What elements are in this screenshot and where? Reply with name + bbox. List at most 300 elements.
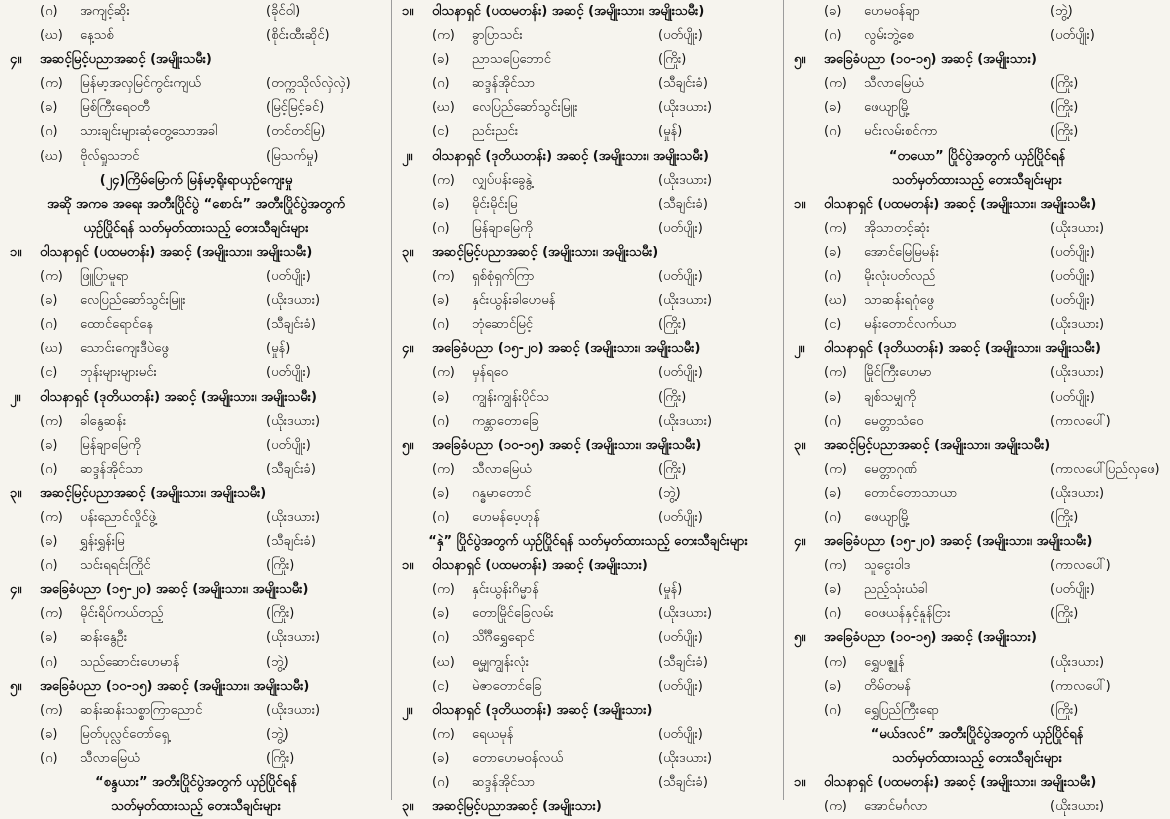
song-genre: (ပတ်ပျိုး) xyxy=(266,365,311,381)
song-genre: (ယိုးဒယား) xyxy=(658,172,713,188)
section-title: ဝါသနာရှင် (ပထမတန်း) အဆင့် (အမျိုးသား၊ အမျိုးသမီး) xyxy=(432,4,705,19)
item-index: (ခ) xyxy=(824,244,842,260)
item-index: (ဂ) xyxy=(432,76,450,92)
song-genre: (တင်တင်မြ) xyxy=(266,124,326,140)
competition-heading: သတ်မှတ်ထားသည့် တေးသီချင်းများ xyxy=(111,799,281,815)
item-index: (ဂ) xyxy=(432,317,450,333)
item-index: (င) xyxy=(40,365,58,381)
song-genre: (ပတ်ပျိုး) xyxy=(658,678,703,694)
song-title: အိုသာတင့်ဆုံး xyxy=(864,220,930,236)
section-title: အခြေခံပညာ (၁၅-၂၀) အဆင့် (အမျိုးသား၊ အမျိုးသမီး) xyxy=(824,534,1093,550)
item-index: (က) xyxy=(432,269,455,285)
section-heading xyxy=(0,675,392,699)
item-index: (င) xyxy=(432,678,450,694)
item-index: (က) xyxy=(432,582,455,598)
competition-heading: ယှဉ်ပြိုင်ရန် သတ်မှတ်ထားသည့် တေးသီချင်းများ xyxy=(83,220,309,236)
section-number: ၄။ xyxy=(794,534,806,550)
song-genre: (သီချင်းခံ) xyxy=(658,196,708,212)
section-number: ၅။ xyxy=(402,437,414,453)
song-genre: (သီချင်းခံ) xyxy=(266,461,316,477)
song-title: သောင်းကျေးဒီပဲဖွေ xyxy=(80,341,169,357)
song-genre: (သီချင်းခံ) xyxy=(658,654,708,670)
item-index: (က) xyxy=(432,28,455,44)
song-genre: (တက္ကသိုလ်လှဲလှဲ) xyxy=(266,76,351,92)
section-heading xyxy=(784,434,1170,458)
section-heading xyxy=(392,795,784,819)
song-title: မြတ်ပုလ္လင်တော်ရှေ့ xyxy=(80,726,169,742)
item-index: (ဂ) xyxy=(40,654,58,670)
song-title: တောင်တောသာယာ xyxy=(864,485,958,501)
song-title: မိုင်းရိပ်ကယ်တည့် xyxy=(80,606,164,622)
song-title: ဆဒ္ဒန်အိုင်သာ xyxy=(472,775,536,790)
item-index: (ခ) xyxy=(40,534,58,550)
song-title: ရှစ်စုံရှက်ကြာ xyxy=(472,269,535,285)
song-title: နှင်းယွန်းခါဟေမန် xyxy=(472,293,556,309)
song-genre: (ယိုးဒယား) xyxy=(1050,799,1105,815)
song-genre: (ကြိုး) xyxy=(1050,76,1079,92)
section-title: ဝါသနာရှင် (ပထမတန်း) အဆင့် (အမျိုးသား၊ အမျိုးသမီး) xyxy=(40,244,313,260)
song-item xyxy=(392,747,784,771)
song-title: လျှပ်ပန်းခွေနွဲ့ xyxy=(472,172,533,188)
song-genre: (ယိုးဒယား) xyxy=(658,606,713,622)
song-genre: (ပတ်ပျိုး) xyxy=(658,509,703,525)
item-index: (ခ) xyxy=(432,485,450,501)
item-index: (ခ) xyxy=(40,726,58,742)
item-index: (က) xyxy=(824,558,847,574)
song-item xyxy=(392,386,784,410)
song-title: ကန္တာတောခြေ xyxy=(472,413,539,429)
song-title: သာဆန်းရဂုံဖွေ xyxy=(864,293,934,309)
item-index: (ဂ) xyxy=(432,220,450,236)
item-index: (ဂ) xyxy=(40,124,58,140)
song-genre: (ယိုးဒယား) xyxy=(1050,220,1105,236)
item-index: (က) xyxy=(824,799,847,815)
song-genre: (ယိုးဒယား) xyxy=(266,702,321,718)
song-item xyxy=(392,96,784,120)
song-item xyxy=(784,72,1170,96)
song-genre: (ယိုးဒယား) xyxy=(266,509,321,525)
song-title: မဲဇာတောင်ခြေ xyxy=(472,678,542,694)
song-title: ရေယမုန် xyxy=(472,726,514,742)
item-index: (ဃ) xyxy=(432,654,455,670)
song-title: မြန်ချာမြေကို xyxy=(80,437,141,453)
song-genre: (ကာလပေါ်) xyxy=(1050,558,1111,574)
song-genre: (ယိုးဒယား) xyxy=(658,413,713,429)
song-genre: (သီချင်းခံ) xyxy=(266,317,316,333)
song-title: သိင်္ဂီရွှေရောင် xyxy=(472,630,535,646)
song-genre: (ကာလပေါ်ပြည်လှဖေ) xyxy=(1050,461,1160,477)
item-index: (ဂ) xyxy=(432,775,450,790)
item-index: (င) xyxy=(432,124,450,140)
song-item xyxy=(0,626,392,650)
song-genre: (ဘွဲ့) xyxy=(658,485,681,501)
competition-heading: အဆိုံ အကခ အရေး အတီးပြိုင်ပွဲ “စောင်း” အတီးပြိုင်ပွဲအတွက် xyxy=(47,196,345,212)
song-genre: (သီချင်းခံ) xyxy=(658,775,708,790)
song-genre: (ကြိုး) xyxy=(266,750,295,766)
item-index: (ခ) xyxy=(40,293,58,309)
song-item xyxy=(784,602,1170,626)
song-item xyxy=(784,482,1170,506)
song-title: ချစ်သမျှကို xyxy=(864,389,916,405)
song-title: ဖေယျာမြို့ xyxy=(864,100,911,116)
item-index: (င) xyxy=(824,317,842,333)
song-item xyxy=(392,289,784,313)
song-genre: (ကြိုး) xyxy=(658,52,687,68)
song-genre: (ဘွဲ့) xyxy=(1050,4,1073,19)
song-item xyxy=(0,72,392,96)
song-item xyxy=(784,265,1170,289)
item-index: (ဂ) xyxy=(432,413,450,429)
item-index: (ခ) xyxy=(432,606,450,622)
song-title: ဟေမဝန်ချာ xyxy=(864,4,920,19)
song-genre: (မှုန်) xyxy=(658,124,683,140)
song-genre: (ပတ်ပျိုး) xyxy=(1050,244,1095,260)
song-item xyxy=(392,723,784,747)
song-item xyxy=(784,217,1170,241)
song-item xyxy=(784,361,1170,385)
song-title: ကျွန်းကျွန်းပိုင်သ xyxy=(472,389,549,405)
song-title: သင်းရရင်းကြိုင် xyxy=(80,558,151,574)
item-index: (က) xyxy=(824,461,847,477)
competition-heading: “နှဲ” ပြိုင်ပွဲအတွက် ယှဉ်ပြိုင်ရန် သတ်မှတ်ထားသည့် တေးသီချင်းများ xyxy=(428,534,748,550)
section-title: အဆင့်မြင့်ပညာအဆင့် (အမျိုးသား၊ အမျိုးသမီး) xyxy=(824,437,1051,453)
song-item xyxy=(0,651,392,675)
song-genre: (ကြိုး) xyxy=(266,558,295,574)
song-item xyxy=(0,530,392,554)
song-title: မှန်ရဝေ xyxy=(472,365,508,381)
song-title: လွမ်းဘွဲ့စေ xyxy=(864,28,914,44)
song-genre: (ပတ်ပျိုး) xyxy=(266,437,311,453)
song-item xyxy=(0,747,392,771)
item-index: (ဃ) xyxy=(40,28,63,44)
section-number: ၃။ xyxy=(402,799,414,815)
item-index: (က) xyxy=(824,365,847,381)
song-item xyxy=(392,482,784,506)
section-title: အခြေခံပညာ (၁၅-၂၀) အဆင့် (အမျိုးသား၊ အမျိုးသမီး) xyxy=(40,582,309,598)
column-middle xyxy=(392,0,784,815)
song-title: မိုးလုံးပတ်လည် xyxy=(864,269,936,285)
song-title: လေပြည်ဆော်သွင်းမြူး xyxy=(472,100,578,116)
competition-heading: “တယော” ပြိုင်ပွဲအတွက် ယှဉ်ပြိုင်ရန် xyxy=(888,148,1066,164)
item-index: (ဂ) xyxy=(824,702,842,718)
song-title: ရွှေပဇ္ဈုန် xyxy=(864,654,905,670)
song-item xyxy=(0,313,392,337)
song-title: မြစ်ကြီးရေဝတီ xyxy=(80,100,150,116)
song-title: သီလာမြေယံ xyxy=(80,750,140,766)
song-item xyxy=(784,24,1170,48)
song-genre: (ပတ်ပျိုး) xyxy=(1050,582,1095,598)
section-heading xyxy=(392,434,784,458)
item-index: (က) xyxy=(432,365,455,381)
song-title: ဓမ္မျကျွန်းလုံး xyxy=(472,654,530,670)
song-genre: (ကြိုး) xyxy=(658,389,687,405)
song-item xyxy=(392,24,784,48)
section-heading xyxy=(392,0,784,24)
song-item xyxy=(784,458,1170,482)
item-index: (က) xyxy=(40,509,63,525)
song-item xyxy=(392,602,784,626)
item-index: (ခ) xyxy=(824,485,842,501)
song-item xyxy=(392,313,784,337)
section-heading xyxy=(0,482,392,506)
item-index: (ဂ) xyxy=(824,269,842,285)
song-genre: (ခိုင်ဝါ) xyxy=(266,4,301,19)
item-index: (ခ) xyxy=(824,4,842,19)
song-item xyxy=(784,120,1170,144)
song-item xyxy=(0,506,392,530)
song-item xyxy=(784,699,1170,723)
song-title: ညာသပြေဘောင် xyxy=(472,52,552,68)
section-number: ၄။ xyxy=(10,582,22,598)
song-genre: (ယိုးဒယား) xyxy=(1050,485,1105,501)
song-title: တောဟေမဝန်လယ် xyxy=(472,750,564,766)
item-index: (ဂ) xyxy=(824,606,842,622)
song-genre: (ယိုးဒယား) xyxy=(1050,317,1105,333)
song-item xyxy=(392,217,784,241)
section-number: ၁။ xyxy=(10,244,22,260)
item-index: (က) xyxy=(824,76,847,92)
song-title: မင်းလမ်းစင်ကာ xyxy=(864,124,938,140)
song-title: ပန်းညောင်လှိုင်ဖွဲ့ xyxy=(80,509,156,525)
song-title: အောင်မင်္ဂလာ xyxy=(864,799,928,815)
column-right xyxy=(784,0,1170,815)
song-title: တောမြိုင်ခြေလမ်း xyxy=(472,606,554,622)
item-index: (ခ) xyxy=(432,52,450,68)
song-item xyxy=(0,120,392,144)
song-title: မန်းတောင်လက်ယာ xyxy=(864,317,957,333)
competition-heading: “စန္ဒယား” အတီးပြိုင်ပွဲအတွက် ယှဉ်ပြိုင်ရန် xyxy=(95,775,297,790)
song-item xyxy=(784,506,1170,530)
song-title: လေပြည်ဆော်သွင်းမြူး xyxy=(80,293,186,309)
section-number: ၅။ xyxy=(794,52,806,68)
section-title: အခြေခံပညာ (၁၀-၁၅) အဆင့် (အမျိုးသား၊ အမျိုးသမီး) xyxy=(432,437,702,453)
section-number: ၂။ xyxy=(402,148,413,164)
song-genre: (ဘွဲ့) xyxy=(266,654,289,670)
song-item xyxy=(392,506,784,530)
song-item xyxy=(392,169,784,193)
song-item xyxy=(0,458,392,482)
song-title: ညင်းညင်း xyxy=(472,124,519,140)
section-number: ၁။ xyxy=(794,775,806,790)
song-item xyxy=(0,602,392,626)
song-item xyxy=(392,675,784,699)
song-item xyxy=(0,337,392,361)
item-index: (ဂ) xyxy=(432,630,450,646)
item-index: (ခ) xyxy=(40,437,58,453)
section-heading xyxy=(392,699,784,723)
song-item xyxy=(0,289,392,313)
section-number: ၃။ xyxy=(10,485,22,501)
song-item xyxy=(0,145,392,169)
section-heading xyxy=(392,337,784,361)
section-number: ၁။ xyxy=(402,558,414,574)
section-title: ဝါသနာရှင် (ဒုတိယတန်း) အဆင့် (အမျိုးသား၊ အမျိုးသမီး) xyxy=(824,341,1101,357)
song-genre: (ဘွဲ့) xyxy=(266,726,289,742)
item-index: (ခ) xyxy=(432,293,450,309)
item-index: (ခ) xyxy=(432,196,450,212)
song-item xyxy=(0,410,392,434)
song-genre: (ယိုးဒယား) xyxy=(1050,365,1105,381)
section-title: ဝါသနာရှင် (ဒုတိယတန်း) အဆင့် (အမျိုးသား) xyxy=(432,702,653,718)
section-title: အခြေခံပညာ (၁၀-၁၅) အဆင့် (အမျိုးသား၊ အမျိုးသမီး) xyxy=(40,678,310,694)
song-genre: (ယိုးဒယား) xyxy=(266,630,321,646)
section-title: အဆင့်မြင့်ပညာအဆင့် (အမျိုးသား၊ အမျိုးသမီး) xyxy=(432,244,659,260)
competition-heading: (၂၄)ကြိမ်မြောက် မြန်မာ့ရိုးရာယှဉ်ကျေးမှု xyxy=(99,172,293,188)
song-genre: (သီချင်းခံ) xyxy=(658,76,708,92)
item-index: (က) xyxy=(40,269,63,285)
item-index: (ခ) xyxy=(824,389,842,405)
section-number: ၅။ xyxy=(10,678,22,694)
song-title: သီလာမြေယံ xyxy=(864,76,924,92)
competition-heading: “မယ်ဒလင်” အတီးပြိုင်ပွဲအတွက် ယှဉ်ပြိုင်ရန် xyxy=(870,726,1084,742)
section-number: ၁။ xyxy=(794,196,806,212)
song-title: ထောင်ရောင်နေ xyxy=(80,317,154,333)
section-heading xyxy=(784,626,1170,650)
song-title: နေ့သစ် xyxy=(80,28,114,44)
song-item xyxy=(392,410,784,434)
song-title: ဗိုလ်ရှုသဘင် xyxy=(80,148,140,164)
item-index: (က) xyxy=(824,654,847,670)
song-title: အကျင့်ဆိုး xyxy=(80,4,130,19)
song-title: ဆန်းဆန်းသစ္စာကြာညောင် xyxy=(80,702,203,718)
song-title: ညည့်သုံးယံခါ xyxy=(864,582,928,598)
song-genre: (သီချင်းခံ) xyxy=(266,534,316,550)
song-genre: (ကြိုး) xyxy=(658,461,687,477)
song-item xyxy=(392,120,784,144)
item-index: (ဂ) xyxy=(824,28,842,44)
song-item xyxy=(392,771,784,795)
song-item xyxy=(392,193,784,217)
song-genre: (ပတ်ပျိုး) xyxy=(658,726,703,742)
item-index: (က) xyxy=(40,413,63,429)
section-number: ၂။ xyxy=(794,341,805,357)
song-item xyxy=(0,96,392,120)
section-title: အခြေခံပညာ (၁၀-၁၅) အဆင့် (အမျိုးသား) xyxy=(824,630,1037,646)
song-title: တိမ်တမန် xyxy=(864,678,911,694)
item-index: (က) xyxy=(432,726,455,742)
item-index: (ဂ) xyxy=(432,509,450,525)
song-item xyxy=(0,24,392,48)
section-title: ဝါသနာရှင် (ပထမတန်း) အဆင့် (အမျိုးသား၊ အမျိုးသမီး) xyxy=(824,775,1097,790)
item-index: (က) xyxy=(40,702,63,718)
song-title: နှင်းယွန်းဂိမ္မာန် xyxy=(472,582,539,598)
section-heading xyxy=(0,578,392,602)
section-title: အဆင့်မြင့်ပညာအဆင့် (အမျိုးသမီး) xyxy=(40,52,212,68)
song-item xyxy=(784,289,1170,313)
song-genre: (ကြိုး) xyxy=(1050,124,1079,140)
song-title: ဖြူပြာမူရာ xyxy=(80,269,129,285)
song-genre: (ပတ်ပျိုး) xyxy=(1050,269,1095,285)
section-heading xyxy=(0,48,392,72)
song-title: ဂန္ဓမာတောင် xyxy=(472,485,532,501)
item-index: (ဃ) xyxy=(40,341,63,357)
song-genre: (ပတ်ပျိုး) xyxy=(658,365,703,381)
song-item xyxy=(784,96,1170,120)
section-heading xyxy=(392,145,784,169)
song-title: ဆဒ္ဒန်အိုင်သာ xyxy=(472,76,536,92)
song-item xyxy=(392,578,784,602)
song-genre: (ယိုးဒယား) xyxy=(658,100,713,116)
item-index: (ခ) xyxy=(824,678,842,694)
item-index: (ဃ) xyxy=(40,148,63,164)
song-item xyxy=(784,795,1170,819)
song-title: ဘုန်းများများမင်း xyxy=(80,365,157,381)
song-genre: (ကာလပေါ်) xyxy=(1050,678,1111,694)
song-title: ဟေမန်ပေ့ဟုန် xyxy=(472,509,540,525)
section-heading xyxy=(784,337,1170,361)
section-heading xyxy=(784,771,1170,795)
song-genre: (ကြိုး) xyxy=(658,317,687,333)
song-title: မြန်မာ့အလှမြင်ကွင်းကျယ် xyxy=(80,76,201,92)
section-title: ဝါသနာရှင် (ပထမတန်း) အဆင့် (အမျိုးသား) xyxy=(432,558,648,574)
item-index: (ဂ) xyxy=(40,750,58,766)
item-index: (ခ) xyxy=(824,100,842,116)
song-title: မြန်ချာမြေကို xyxy=(472,220,533,236)
song-genre: (မှုန်) xyxy=(658,582,683,598)
item-index: (ဂ) xyxy=(824,509,842,525)
song-genre: (မြင့်မြင့်ခင်) xyxy=(266,100,325,116)
song-genre: (ကြိုး) xyxy=(1050,100,1079,116)
section-title: ဝါသနာရှင် (ဒုတိယတန်း) အဆင့် (အမျိုးသား၊ အမျိုးသမီး) xyxy=(40,389,317,405)
song-item xyxy=(784,578,1170,602)
section-number: ၃။ xyxy=(794,437,806,453)
song-title: ခါနွေဆန်း xyxy=(80,413,127,429)
section-number: ၅။ xyxy=(794,630,806,646)
item-index: (ခ) xyxy=(432,389,450,405)
item-index: (ဃ) xyxy=(432,100,455,116)
item-index: (က) xyxy=(40,76,63,92)
section-number: ၂။ xyxy=(402,702,413,718)
song-genre: (ပတ်ပျိုး) xyxy=(658,630,703,646)
song-title: ဖေယျာမြို့ xyxy=(864,509,911,525)
item-index: (က) xyxy=(824,220,847,236)
section-number: ၂။ xyxy=(10,389,21,405)
song-item xyxy=(0,723,392,747)
song-title: သားချင်းများဆုံတွေ့သောအခါ xyxy=(80,124,218,140)
song-title: မြိုင်ကြီးဟေမာ xyxy=(864,365,932,381)
song-genre: (ပတ်ပျိုး) xyxy=(658,269,703,285)
song-genre: (ကြိုး) xyxy=(1050,509,1079,525)
song-title: မေတ္တာဂုဏ် xyxy=(864,461,918,477)
item-index: (ဂ) xyxy=(40,461,58,477)
song-item xyxy=(784,675,1170,699)
song-item xyxy=(784,241,1170,265)
item-index: (ဂ) xyxy=(824,413,842,429)
song-item xyxy=(392,458,784,482)
item-index: (ဂ) xyxy=(40,4,58,19)
song-genre: (ယိုးဒယား) xyxy=(658,750,713,766)
section-heading xyxy=(0,386,392,410)
song-genre: (ယိုးဒယား) xyxy=(1050,654,1105,670)
item-index: (ဂ) xyxy=(40,558,58,574)
song-genre: (ကြိုး) xyxy=(1050,606,1079,622)
song-item xyxy=(392,361,784,385)
song-title: ဘုံဆောင်မြင့် xyxy=(472,317,534,333)
song-title: သီလာမြေယံ xyxy=(472,461,532,477)
song-item xyxy=(784,410,1170,434)
section-number: ၄။ xyxy=(402,341,414,357)
song-item xyxy=(0,699,392,723)
song-item xyxy=(392,651,784,675)
section-title: အဆင့်မြင့်ပညာအဆင့် (အမျိုးသား) xyxy=(432,799,602,815)
song-item xyxy=(392,626,784,650)
section-heading xyxy=(0,241,392,265)
song-genre: (မှုန်) xyxy=(266,341,291,357)
song-item xyxy=(0,434,392,458)
song-genre: (ပတ်ပျိုး) xyxy=(658,28,703,44)
item-index: (ဂ) xyxy=(40,317,58,333)
section-heading xyxy=(784,48,1170,72)
